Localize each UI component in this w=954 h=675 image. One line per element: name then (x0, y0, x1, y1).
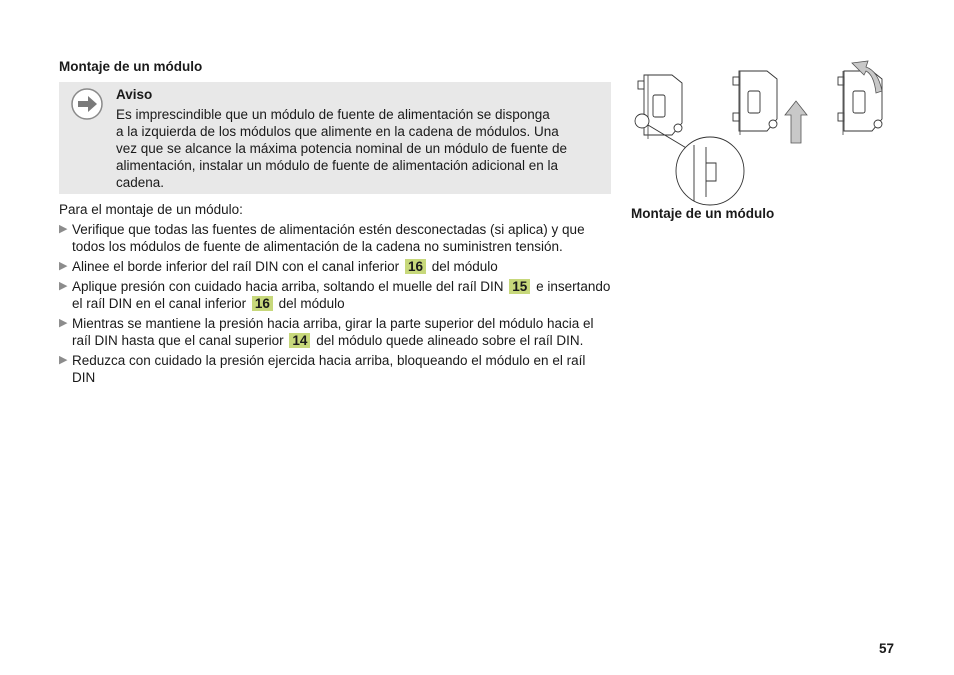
figure-caption: Montaje de un módulo (631, 206, 775, 221)
triangle-right-icon: ▶ (59, 317, 68, 329)
reference-badge: 14 (289, 333, 310, 348)
up-arrow-icon (785, 101, 807, 143)
triangle-right-icon: ▶ (59, 223, 68, 235)
notice-line: Es imprescindible que un módulo de fuente de alimentación se disponga (116, 107, 550, 122)
notice-line: vez que se alcance la máxima potencia nominal de un módulo de fuente de (116, 141, 568, 156)
list-item: ▶ Alinee el borde inferior del raíl DIN con el canal inferior 16 del módulo (59, 259, 498, 274)
module-mounting-illustration (628, 55, 904, 207)
triangle-right-icon: ▶ (59, 354, 68, 366)
notice-line: alimentación, instalar un módulo de fuente de alimentación adicional en la (116, 158, 559, 173)
arrow-right-icon (71, 88, 103, 120)
detail-zoom-icon (635, 114, 649, 128)
reference-badge: 15 (509, 279, 530, 294)
list-item: ▶ Mientras se mantiene la presión hacia arriba, girar la parte superior del módulo hacia el raíl DIN hasta que el canal superior 14 del módulo quede alineado sobre el raíl DIN. (59, 316, 594, 348)
intro-text: Para el montaje de un módulo: (59, 202, 243, 217)
notice-body (116, 106, 596, 191)
notice-line: cadena. (116, 175, 165, 190)
reference-badge: 16 (252, 296, 273, 311)
triangle-right-icon: ▶ (59, 280, 68, 292)
reference-badge: 16 (405, 259, 426, 274)
steps-list (59, 221, 619, 389)
notice-line: a la izquierda de los módulos que alimente en la cadena de módulos. Una (116, 124, 559, 139)
notice-title: Aviso (116, 87, 153, 102)
notice-box (59, 82, 611, 194)
list-item: ▶ Reduzca con cuidado la presión ejercida hacia arriba, bloqueando el módulo en el raíl DIN (59, 353, 586, 385)
page-number: 57 (879, 641, 895, 656)
section-title: Montaje de un módulo (59, 59, 203, 74)
list-item: ▶ Verifique que todas las fuentes de alimentación estén desconectadas (si aplica) y que todos los módulos de fuente de alimentación de la cadena no suministren tensión. (59, 222, 585, 254)
triangle-right-icon: ▶ (59, 260, 68, 272)
list-item: ▶ Aplique presión con cuidado hacia arriba, soltando el muelle del raíl DIN 15 e insertando el raíl DIN en el canal inferior 16 del módulo (59, 279, 611, 311)
